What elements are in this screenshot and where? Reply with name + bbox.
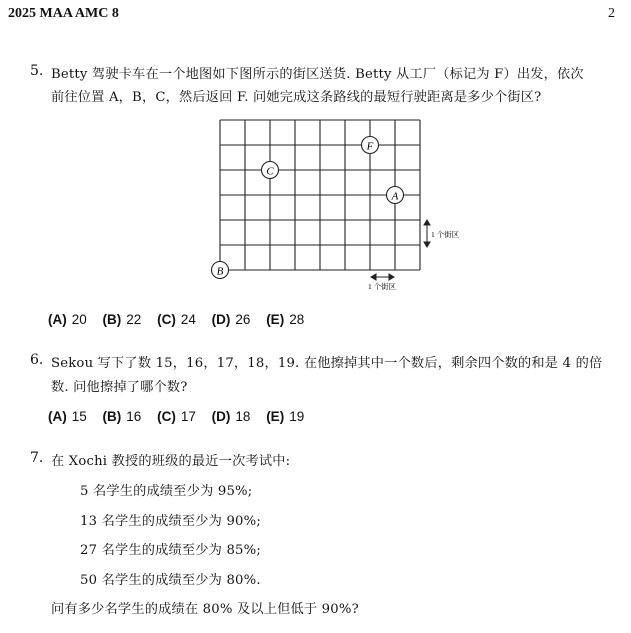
header-title: 2025 MAA AMC 8 [8,6,119,21]
q5-choice-c-value: 24 [180,312,196,327]
q5-choice-b-label: (B) [102,312,122,327]
question-7-item: 13 名学生的成绩至少为 90%; [80,514,262,529]
q5-choice-a-label: (A) [48,312,67,327]
street-map-diagram [205,112,470,297]
marker-a [387,187,404,204]
q6-choice-d-label: (D) [211,409,231,424]
q5-choice-c-label: (C) [157,312,176,327]
marker-a-label: A [391,190,399,203]
q6-choice-e-label: (E) [266,409,285,424]
page-number: 2 [608,6,615,21]
marker-f [362,137,379,154]
q6-choice-e-value: 19 [289,409,305,424]
q6-choice-b-label: (B) [102,409,122,424]
question-7-item: 50 名学生的成绩至少为 80%. [80,573,261,588]
marker-c [262,162,279,179]
q6-choice-a-value: 15 [71,409,87,424]
question-7-intro: 在 Xochi 教授的班级的最近一次考试中: [51,454,291,469]
q5-choice-d-value: 26 [235,312,251,327]
q5-choice-d-label: (D) [211,312,231,327]
q5-choice-e-value: 28 [289,312,305,327]
question-7-question: 问有多少名学生的成绩在 80% 及以上但低于 90%? [51,602,359,617]
question-6-line-2: 数. 问他擦掉了哪个数? [51,380,188,395]
marker-b [212,262,229,279]
question-6-number: 6. [30,352,44,368]
marker-b-label: B [216,265,224,278]
question-5-choices [48,312,304,327]
q6-choice-b-value: 16 [126,409,142,424]
question-6-line-1: Sekou 写下了数 15，16，17，18，19. 在他擦掉其中一个数后，剩余四个数的和是 4 的倍 [51,356,603,371]
vertical-scale-label: 1 个街区 [431,230,460,239]
q6-choice-d-value: 18 [235,409,251,424]
question-5-line-1: Betty 驾驶卡车在一个地图如下图所示的街区送货. Betty 从工厂（标记为 F）出发，依次 [51,67,584,82]
q5-choice-e-label: (E) [266,312,285,327]
marker-f-label: F [366,140,374,153]
question-7-number: 7. [30,450,44,466]
question-5-line-2: 前往位置 A，B，C，然后返回 F. 问她完成这条路线的最短行驶距离是多少个街区? [51,90,542,105]
marker-c-label: C [266,165,274,178]
q6-choice-c-value: 17 [180,409,196,424]
vertical-scale-bar [424,220,430,247]
horizontal-scale-bar [371,274,394,280]
q5-choice-b-value: 22 [126,312,142,327]
question-7-item: 5 名学生的成绩至少为 95%; [80,484,253,499]
question-7-item: 27 名学生的成绩至少为 85%; [80,543,262,558]
question-5-number: 5. [30,63,44,79]
q5-choice-a-value: 20 [71,312,87,327]
horizontal-scale-label: 1 个街区 [367,282,397,291]
q6-choice-a-label: (A) [48,409,67,424]
question-6-choices [48,409,304,424]
q6-choice-c-label: (C) [157,409,176,424]
